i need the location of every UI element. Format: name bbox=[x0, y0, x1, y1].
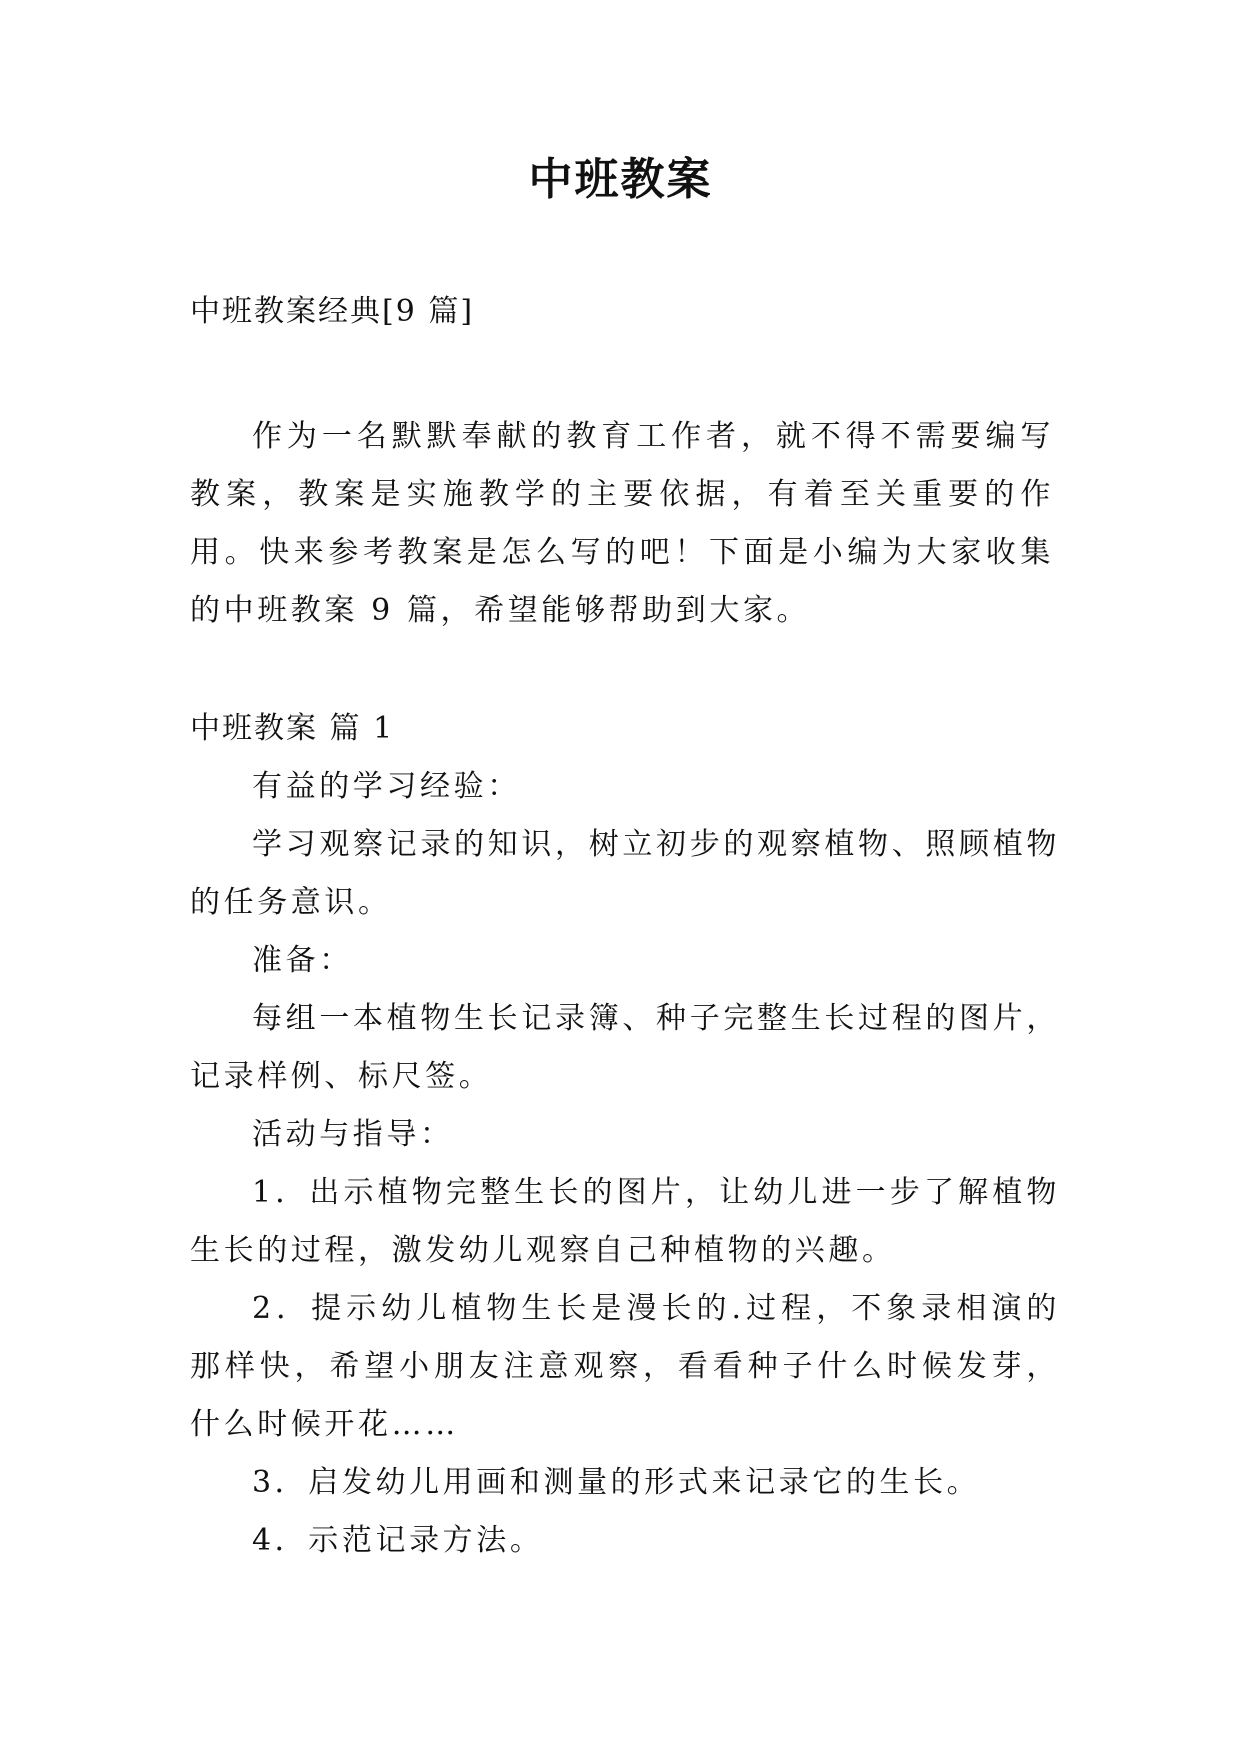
section-paragraph: 2．提示幼儿植物生长是漫长的.过程，不象录相演的那样快，希望小朋友注意观察，看看种子什么时候发芽，什么时候开花…… bbox=[190, 1291, 1060, 1442]
section-paragraph: 准备： bbox=[252, 943, 353, 978]
section-paragraph: 每组一本植物生长记录簿、种子完整生长过程的图片，记录样例、标尺签。 bbox=[190, 1001, 1060, 1094]
section-paragraph: 学习观察记录的知识，树立初步的观察植物、照顾植物的任务意识。 bbox=[190, 827, 1060, 920]
section-paragraph: 1．出示植物完整生长的图片，让幼儿进一步了解植物生长的过程，激发幼儿观察自己种植物的兴趣。 bbox=[190, 1175, 1060, 1268]
document-title: 中班教案 bbox=[528, 154, 713, 205]
section-paragraph: 活动与指导： bbox=[252, 1117, 454, 1152]
section-paragraph: 有益的学习经验： bbox=[252, 769, 521, 804]
document-subtitle: 中班教案经典[9 篇] bbox=[190, 294, 475, 329]
intro-paragraph: 作为一名默默奉献的教育工作者，就不得不需要编写教案，教案是实施教学的主要依据，有着至关重要的作用。快来参考教案是怎么写的吧！下面是小编为大家收集的中班教案 9 篇，希望能够帮助到大家。 bbox=[190, 419, 1054, 628]
section-heading: 中班教案 篇 1 bbox=[190, 711, 395, 746]
section-1 bbox=[190, 700, 1060, 1570]
section-paragraph: 3．启发幼儿用画和测量的形式来记录它的生长。 bbox=[252, 1465, 981, 1500]
section-paragraph: 4．示范记录方法。 bbox=[252, 1523, 544, 1558]
